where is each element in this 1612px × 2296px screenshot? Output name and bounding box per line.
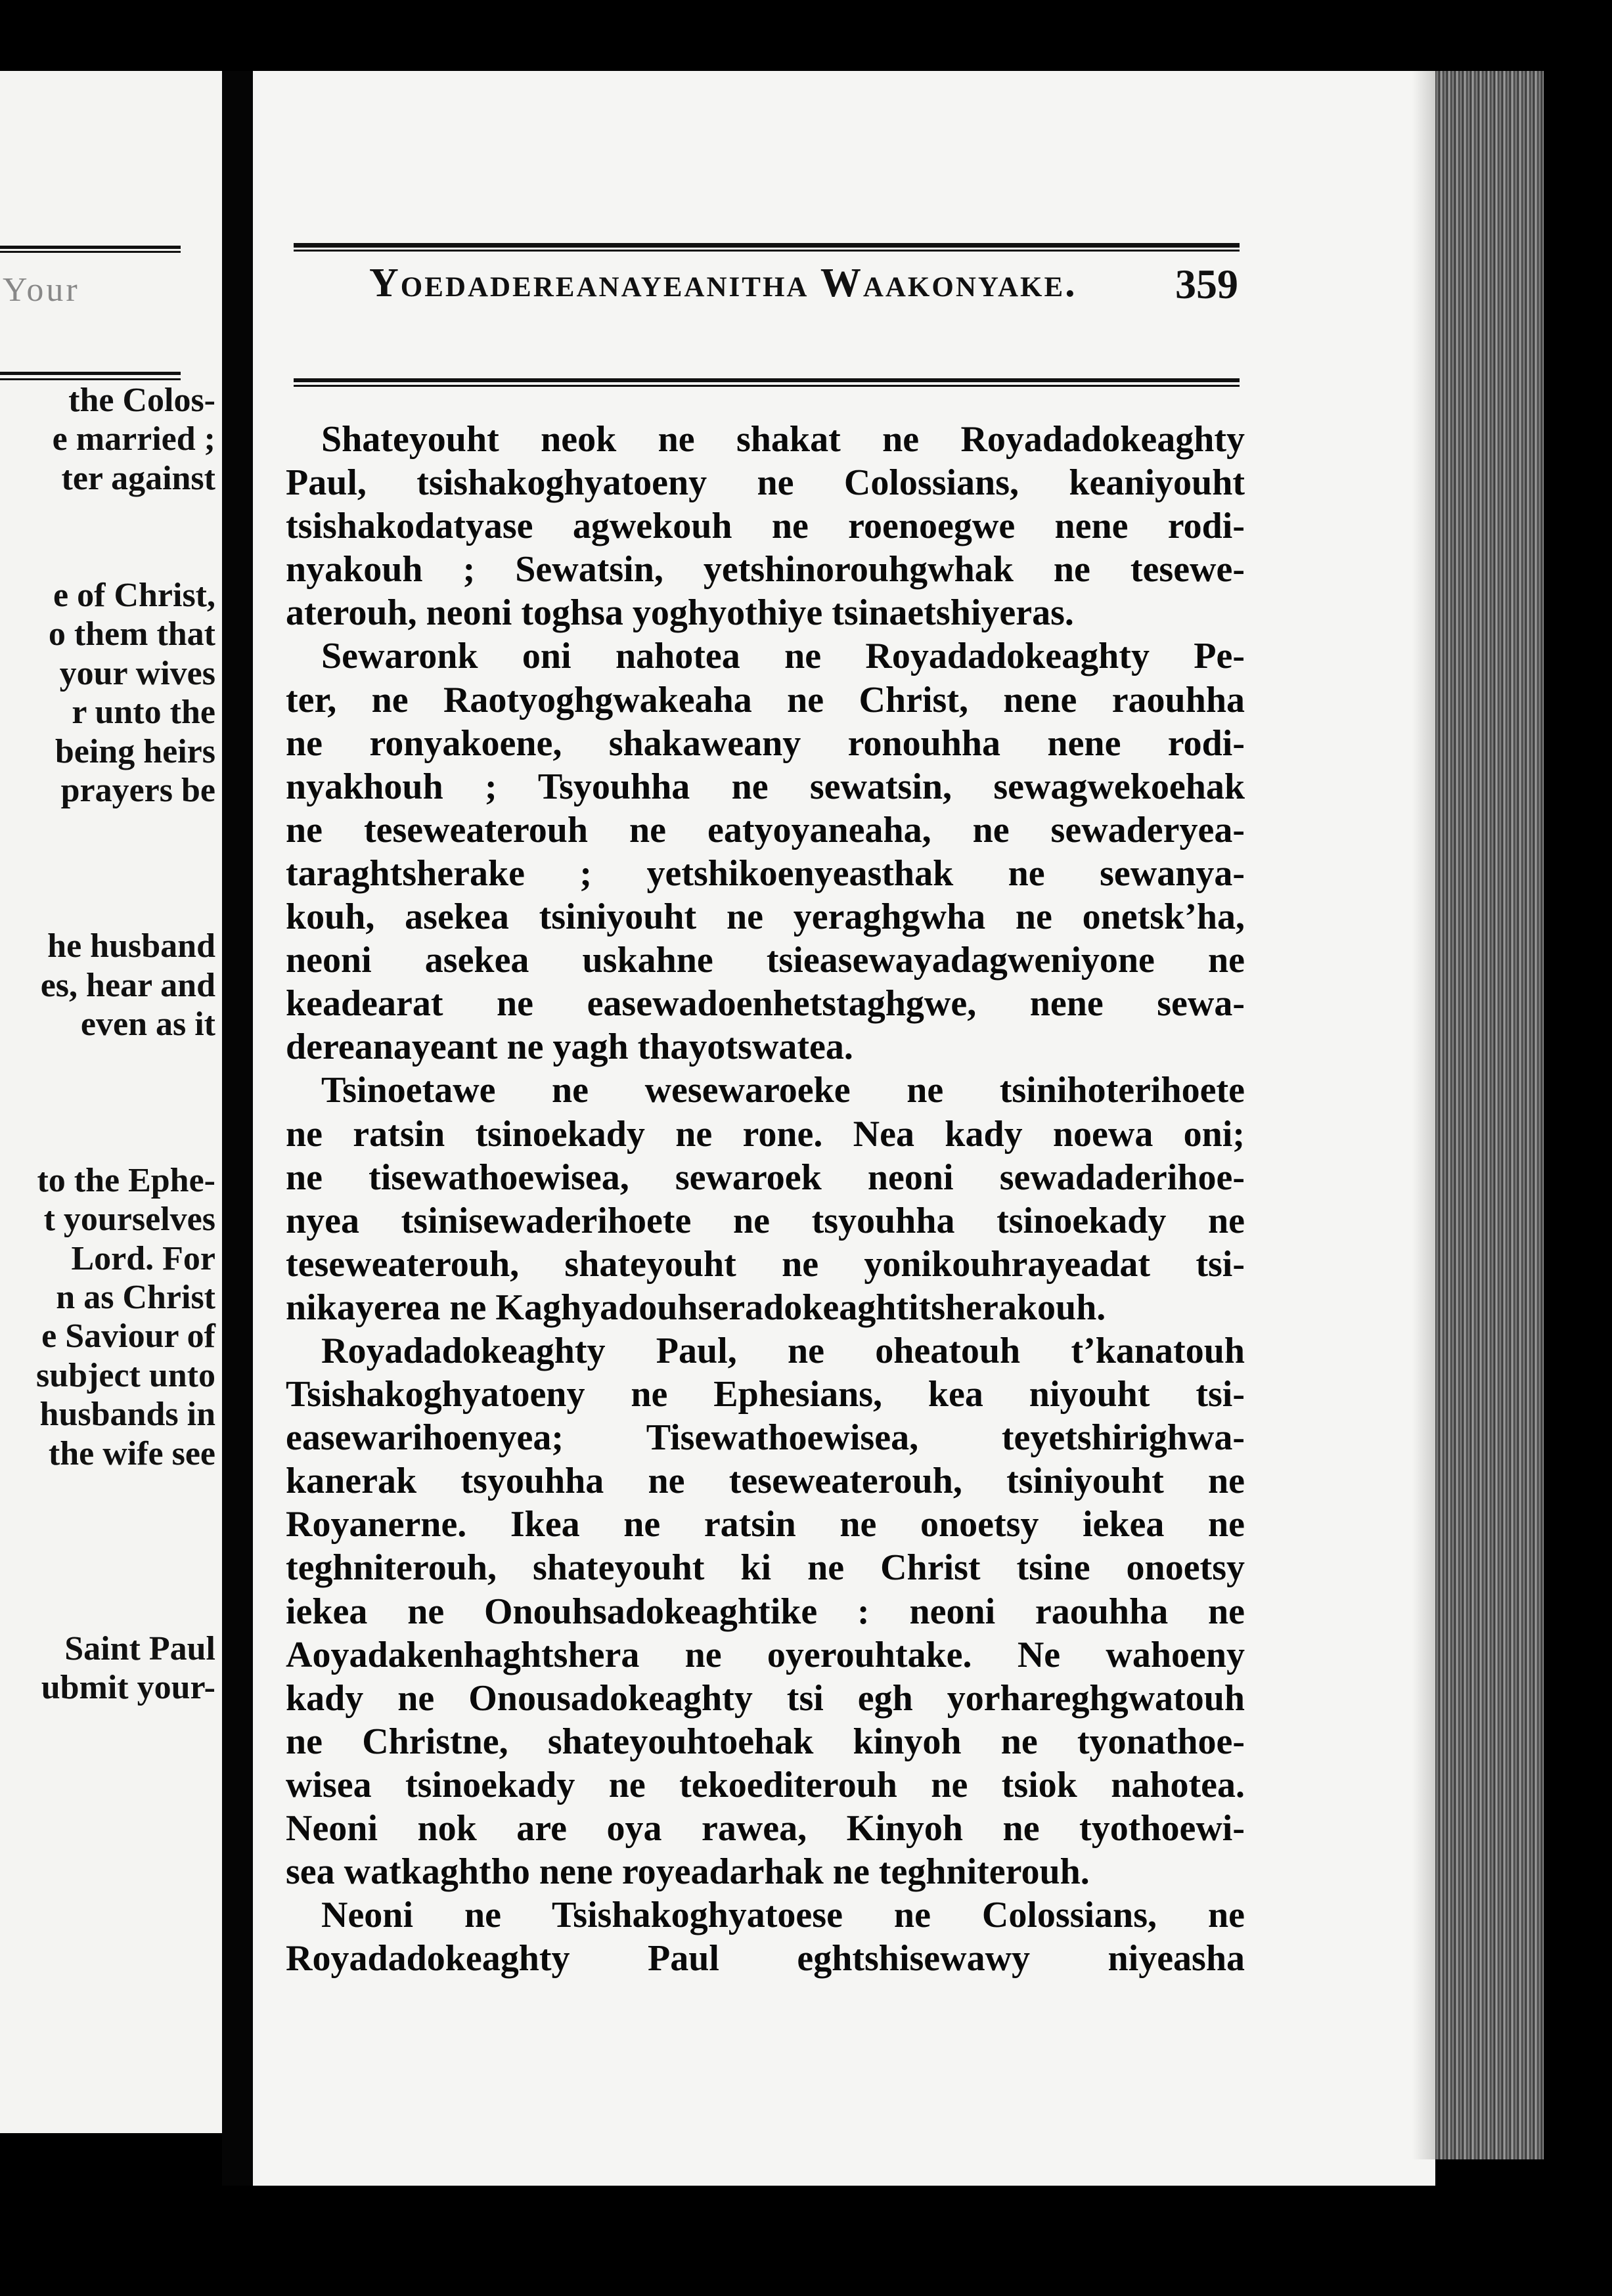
- text-line: iekea ne Onouhsadokeaghtike : neoni raouhha ne: [286, 1591, 1245, 1632]
- previous-page-line: r unto the: [72, 694, 215, 732]
- text-line: Tsinoetawe ne wesewaroeke ne tsinihoterihoete: [321, 1070, 1245, 1111]
- running-head: [294, 255, 1240, 347]
- previous-page-line: [0, 849, 222, 888]
- text-line: ne Christne, shateyouhtoehak kinyoh ne tyonathoe-: [286, 1721, 1245, 1762]
- text-line: nyea tsinisewaderihoete ne tsyouhha tsinoekady ne: [286, 1200, 1245, 1241]
- previous-page-line: o them that: [48, 615, 215, 653]
- previous-page-line: to the Ephe-: [37, 1161, 215, 1199]
- previous-page-line: Lord. For: [71, 1239, 215, 1277]
- header-rule-top: [294, 243, 1240, 248]
- running-title: Yoedadereanayeanitha Waakonyake.: [369, 261, 1077, 305]
- previous-page-line: [0, 1473, 222, 1512]
- text-line: kady ne Onousadokeaghty tsi egh yorhareghgwatouh: [286, 1677, 1245, 1719]
- text-line: Aoyadakenhaghtshera ne oyerouhtake. Ne wahoeny: [286, 1634, 1245, 1675]
- book-page: [253, 71, 1435, 2186]
- text-line: dereanayeant ne yagh thayotswatea.: [286, 1027, 853, 1068]
- text-line: neoni asekea uskahne tsieasewayadagweniyone ne: [286, 940, 1245, 981]
- previous-page-line: e of Christ,: [53, 576, 215, 614]
- header-rule-top-thin: [294, 250, 1240, 252]
- text-line: kanerak tsyouhha ne teseweaterouh, tsiniyouht ne: [286, 1461, 1245, 1502]
- previous-page-line: [0, 1044, 222, 1083]
- text-line: wisea tsinoekady ne tekoediterouh ne tsiok nahotea.: [286, 1764, 1245, 1805]
- text-line: Tsishakoghyatoeny ne Ephesians, kea niyouht tsi-: [286, 1374, 1245, 1415]
- text-line: nikayerea ne Kaghyadouhseradokeaghtitsherakouh.: [286, 1287, 1106, 1328]
- previous-page-line: [0, 810, 222, 849]
- previous-page-line: subject unto: [35, 1356, 215, 1394]
- text-line: Royadadokeaghty Paul, ne oheatouh t’kanatouh: [321, 1330, 1245, 1371]
- text-line: ne teseweaterouh ne eatyoyaneaha, ne sewaderyea-: [286, 809, 1245, 850]
- text-line: keadearat ne easewadoenhetstaghgwe, nene sewa-: [286, 983, 1245, 1025]
- previous-page-line: e Saviour of: [41, 1317, 215, 1356]
- text-line: Neoni nok are oya rawea, Kinyoh ne tyothoewi-: [286, 1808, 1245, 1849]
- previous-page-line: ubmit your-: [41, 1668, 215, 1706]
- text-line: Sewaronk oni nahotea ne Royadadokeaghty Pe-: [321, 636, 1245, 677]
- text-line: Neoni ne Tsishakoghyatoese ne Colossians, ne: [321, 1895, 1245, 1936]
- previous-page-line: n as Christ: [56, 1278, 215, 1316]
- header-rule: [0, 378, 181, 380]
- text-line: ter, ne Raotyoghgwakeaha ne Christ, nene raouhha: [286, 679, 1245, 720]
- previous-page-line: prayers be: [60, 771, 215, 809]
- header-rule-bottom: [294, 378, 1240, 382]
- text-line: sea watkaghtho nene royeadarhak ne teghniterouh.: [286, 1851, 1090, 1893]
- previous-page-line: e married ;: [52, 420, 215, 458]
- text-line: easewarihoenyea; Tisewathoewisea, teyetshirighwa-: [286, 1417, 1245, 1459]
- previous-page-line: [0, 1083, 222, 1122]
- page-body-text: [286, 418, 1245, 1980]
- text-line: Shateyouht neok ne shakat ne Royadadokeaghty: [321, 419, 1245, 460]
- previous-page-line: [0, 1551, 222, 1590]
- previous-page-line: the wife see: [48, 1434, 215, 1472]
- previous-page-line: [0, 1512, 222, 1551]
- header-rule: [0, 251, 181, 253]
- text-line: teghniterouh, shateyouht ki ne Christ tsine onoetsy: [286, 1547, 1245, 1589]
- page-number: 359: [1175, 261, 1238, 307]
- previous-page-line: Saint Paul: [64, 1629, 215, 1667]
- text-line: ne ronyakoene, shakaweany ronouhha nene rodi-: [286, 722, 1245, 764]
- previous-page-line: t yourselves: [43, 1201, 215, 1239]
- previous-page-line: husbands in: [39, 1396, 215, 1434]
- previous-page-line: being heirs: [55, 732, 215, 770]
- text-line: ne ratsin tsinoekady ne rone. Nea kady noewa oni;: [286, 1113, 1245, 1155]
- text-line: tsishakodatyase agwekouh ne roenoegwe nene rodi-: [286, 506, 1245, 547]
- text-line: aterouh, neoni toghsa yoghyothiye tsinaetshiyeras.: [286, 592, 1074, 634]
- previous-page-line: [0, 498, 222, 537]
- previous-page-text: [0, 381, 222, 1707]
- text-line: Paul, tsishakoghyatoeny ne Colossians, keaniyouht: [286, 462, 1245, 504]
- previous-page-line: your wives: [59, 654, 215, 692]
- previous-page-running-title: Your: [3, 271, 80, 309]
- previous-page-line: [0, 1122, 222, 1160]
- page-edge-shadow: [1412, 71, 1439, 2159]
- header-rule: [0, 372, 181, 375]
- previous-page-line: he husband: [47, 927, 215, 965]
- previous-page-line: [0, 1590, 222, 1629]
- previous-page-line: [0, 888, 222, 927]
- text-line: nyakouh ; Sewatsin, yetshinorouhgwhak ne tesewe-: [286, 549, 1245, 590]
- previous-page-fragment: [0, 71, 222, 2133]
- text-line: taraghtsherake ; yetshikoenyeasthak ne sewanya-: [286, 852, 1245, 894]
- header-rule: [0, 246, 181, 249]
- previous-page-line: es, hear and: [40, 966, 215, 1004]
- text-line: nyakhouh ; Tsyouhha ne sewatsin, sewagwekoehak: [286, 766, 1245, 807]
- previous-page-line: even as it: [80, 1005, 215, 1044]
- previous-page-line: the Colos-: [68, 382, 215, 419]
- book-gutter: [222, 71, 253, 2186]
- previous-page-line: ter against: [61, 459, 215, 497]
- text-line: Royanerne. Ikea ne ratsin ne onoetsy iekea ne: [286, 1504, 1245, 1545]
- book-page-edges: [1435, 71, 1544, 2159]
- text-line: kouh, asekea tsiniyouht ne yeraghgwha ne onetsk’ha,: [286, 896, 1245, 938]
- text-line: teseweaterouh, shateyouht ne yonikouhrayeadat tsi-: [286, 1243, 1245, 1285]
- text-line: ne tisewathoewisea, sewaroek neoni sewadaderihoe-: [286, 1157, 1245, 1198]
- previous-page-line: [0, 537, 222, 576]
- text-line: Royadadokeaghty Paul eghtshisewawy niyeasha: [286, 1938, 1245, 1979]
- header-rule-bottom-thin: [294, 385, 1240, 387]
